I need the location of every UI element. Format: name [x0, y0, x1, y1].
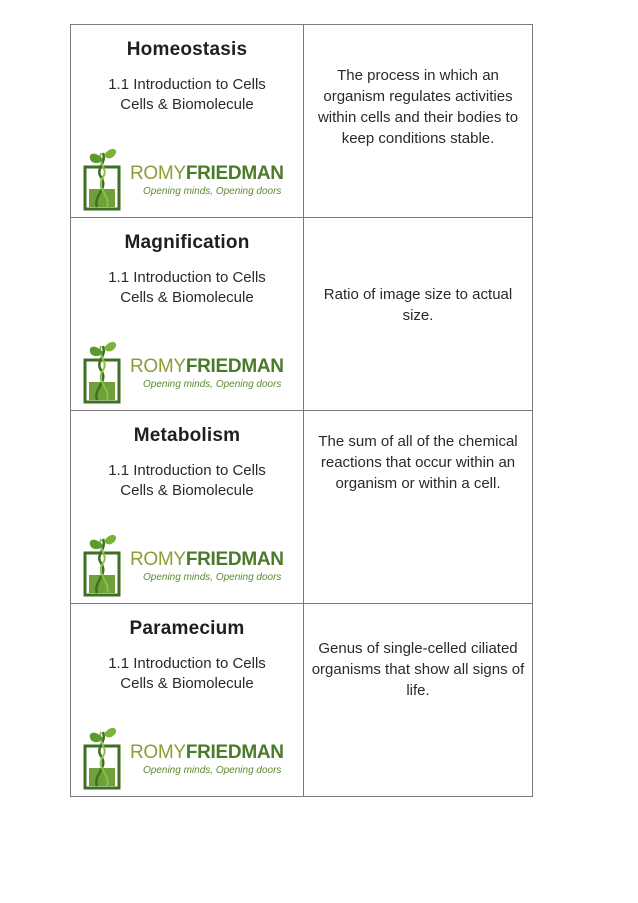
term-title: Magnification [124, 232, 250, 253]
definition-cell [304, 604, 533, 797]
term-title: Homeostasis [126, 39, 248, 60]
logo-tagline: Opening minds, Opening doors [143, 186, 282, 197]
definition-cell [304, 218, 533, 411]
term-cell [71, 218, 304, 411]
definition-text: Ratio of image size to actual size. [323, 286, 513, 324]
topic-line: Cells & Biomolecule [120, 96, 254, 113]
topic-line: Cells & Biomolecule [120, 675, 254, 692]
term-topic [71, 75, 303, 115]
logo-brand-text: ROMYFRIEDMAN [130, 742, 284, 763]
definition-cell [304, 411, 533, 604]
term-cell [71, 411, 304, 604]
topic-line: 1.1 Introduction to Cells [108, 462, 266, 479]
term-topic [71, 268, 303, 308]
plant-dna-beaker-icon [83, 724, 131, 790]
definition-cell [304, 25, 533, 218]
topic-line: 1.1 Introduction to Cells [108, 76, 266, 93]
logo-brand-text: ROMYFRIEDMAN [130, 549, 284, 570]
term-title: Paramecium [129, 618, 245, 639]
flashcard-table [70, 24, 533, 797]
brand-logo [83, 531, 293, 597]
term-cell [71, 25, 304, 218]
topic-line: Cells & Biomolecule [120, 482, 254, 499]
topic-line: Cells & Biomolecule [120, 289, 254, 306]
plant-dna-beaker-icon [83, 145, 131, 211]
term-cell [71, 604, 304, 797]
topic-line: 1.1 Introduction to Cells [108, 655, 266, 672]
plant-dna-beaker-icon [83, 531, 131, 597]
logo-brand-text: ROMYFRIEDMAN [130, 356, 284, 377]
definition-text: The sum of all of the chemical reactions that occur within an organism or within a cell. [318, 433, 518, 492]
flashcard-row [71, 218, 533, 411]
flashcard-row [71, 411, 533, 604]
flashcard-row [71, 604, 533, 797]
plant-dna-beaker-icon [83, 338, 131, 404]
definition-text: Genus of single-celled ciliated organisms that show all signs of life. [311, 640, 525, 699]
term-topic [71, 654, 303, 694]
term-title: Metabolism [133, 425, 241, 446]
brand-logo [83, 145, 293, 211]
logo-brand-text: ROMYFRIEDMAN [130, 163, 284, 184]
brand-logo [83, 338, 293, 404]
definition-text: The process in which an organism regulates activities within cells and their bodies to keep conditions stable. [317, 67, 519, 147]
logo-tagline: Opening minds, Opening doors [143, 379, 282, 390]
logo-tagline: Opening minds, Opening doors [143, 765, 282, 776]
logo-tagline: Opening minds, Opening doors [143, 572, 282, 583]
flashcard-row [71, 25, 533, 218]
topic-line: 1.1 Introduction to Cells [108, 269, 266, 286]
brand-logo [83, 724, 293, 790]
term-topic [71, 461, 303, 501]
